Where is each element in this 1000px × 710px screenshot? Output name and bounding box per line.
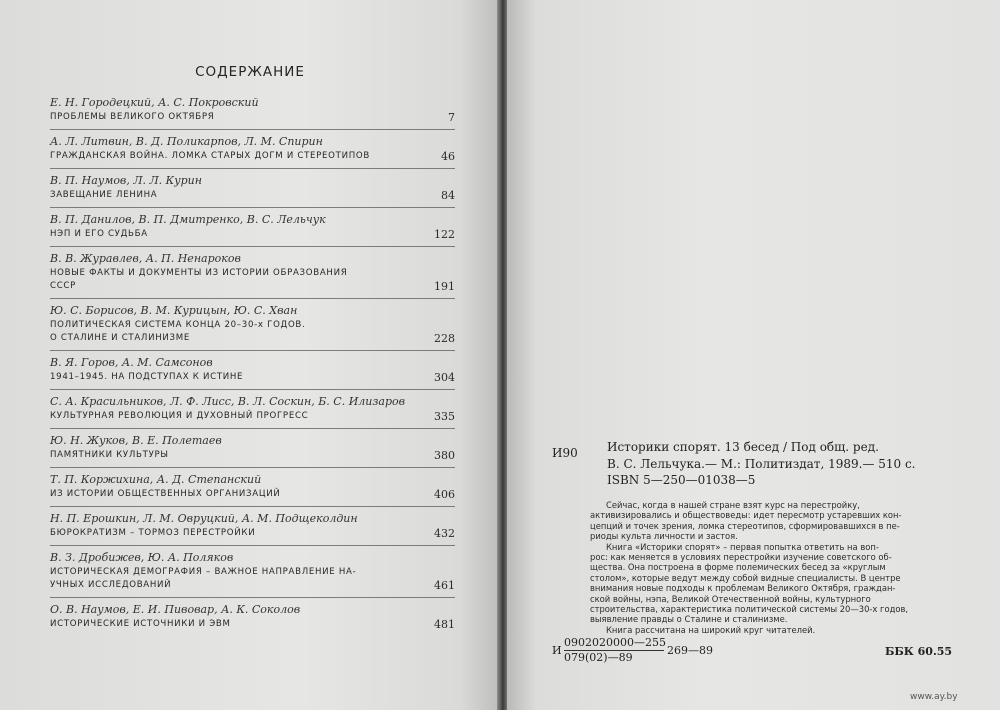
toc-divider [50,506,455,507]
index-prefix: И [552,644,562,657]
toc-entry-title-line: УЧНЫХ ИССЛЕДОВАНИЙ [50,580,172,590]
toc-entry-title [50,449,455,462]
toc-entry [50,95,455,130]
toc-entry [50,550,455,598]
toc-entry [50,472,455,507]
toc-entry-authors: С. А. Красильников, Л. Ф. Лисс, В. Л. Соскин, Б. С. Илизаров [50,395,406,408]
toc-entry-title-line: 1941–1945. НА ПОДСТУПАХ К ИСТИНЕ [50,372,244,382]
toc-entry [50,433,455,468]
catalog-line: ISBN 5—250—01038—5 [607,473,756,487]
annotation-line: цепций и точек зрения, ломка стереотипов, сформировавшихся в пе- [590,520,900,531]
toc-divider [50,129,455,130]
toc-divider [50,207,455,208]
annotation-line: Сейчас, когда в нашей стране взят курс на перестройку, [590,500,860,510]
toc-entry-title-line: ПАМЯТНИКИ КУЛЬТУРЫ [50,450,169,460]
annotation-line: столом», которые ведут между собой видные специалисты. В центре [590,572,901,583]
annotation-line: выявление правды о Сталине и сталинизме. [590,614,788,625]
toc-entry-page-number: 380 [434,449,455,462]
watermark: www.ay.by [910,692,958,702]
toc-entry-authors: В. П. Данилов, В. П. Дмитренко, В. С. Лельчук [50,213,326,226]
annotation-line: Книга «Историки спорят» – первая попытка ответить на воп- [590,541,879,552]
toc-entry-title-line: ЗАВЕЩАНИЕ ЛЕНИНА [50,190,158,200]
toc-entry [50,212,455,247]
annotation-line: щества. Она построена в форме полемических бесед за «круглым [590,562,886,573]
toc-entry-title-line: ПОЛИТИЧЕСКАЯ СИСТЕМА КОНЦА 20–30-х ГОДОВ. [50,320,306,330]
index-numerator: 0902020000—255 [564,636,666,649]
toc-entry-title-line: ИЗ ИСТОРИИ ОБЩЕСТВЕННЫХ ОРГАНИЗАЦИЙ [50,489,281,499]
toc-entry-title [50,189,455,202]
toc-entry-title [50,371,455,384]
toc-entry-page-number: 304 [434,371,455,384]
toc-entry-authors: Ю. С. Борисов, В. М. Курицын, Ю. С. Хван [50,304,298,317]
annotation-line: ской войны, нэпа, Великой Отечественной войны, культурного [590,593,871,604]
toc-entry-title [50,267,455,293]
toc-entry-authors: Е. Н. Городецкий, А. С. Покровский [50,96,259,109]
annotation-line: рос: как меняется в условиях перестройки изучение советского об- [590,552,892,563]
annotation-line: внимания новые подходы к проблемам Великого Октября, граждан- [590,583,896,594]
table-of-contents [50,95,455,631]
toc-entry [50,511,455,546]
annotation-line: риоды культа личности и застоя. [590,531,738,542]
toc-entry-title-line: О СТАЛИНЕ И СТАЛИНИЗМЕ [50,333,190,343]
toc-entry-title [50,566,455,592]
toc-entry [50,251,455,299]
toc-entry-page-number: 7 [448,111,455,124]
toc-entry-page-number: 481 [434,618,455,631]
index-tail: 269—89 [667,644,713,657]
toc-entry-title [50,319,455,345]
toc-divider [50,467,455,468]
toc-entry-title-line: КУЛЬТУРНАЯ РЕВОЛЮЦИЯ И ДУХОВНЫЙ ПРОГРЕСС [50,411,309,421]
toc-entry-authors: В. В. Журавлев, А. П. Ненароков [50,252,241,265]
toc-entry-authors: Т. П. Коржихина, А. Д. Степанский [50,473,262,486]
toc-divider [50,298,455,299]
toc-entry-title-line: ИСТОРИЧЕСКАЯ ДЕМОГРАФИЯ – ВАЖНОЕ НАПРАВЛЕНИЕ НА- [50,567,357,577]
annotation-text [590,500,960,635]
toc-entry-page-number: 122 [434,228,455,241]
annotation-line: Книга рассчитана на широкий круг читателей. [590,624,816,635]
toc-entry-authors: Ю. Н. Жуков, В. Е. Полетаев [50,434,222,447]
toc-entry [50,602,455,631]
toc-entry-page-number: 46 [441,150,455,163]
toc-entry-authors: В. Я. Горов, А. М. Самсонов [50,356,213,369]
toc-entry-page-number: 432 [434,527,455,540]
annotation-line: строительства, характеристика политической системы 20—30-х годов, [590,604,909,615]
toc-entry [50,355,455,390]
catalog-line: В. С. Лельчука.— М.: Политиздат, 1989.— 510 с. [607,456,916,471]
toc-divider [50,350,455,351]
catalog-code: И90 [552,446,578,460]
toc-divider [50,428,455,429]
toc-entry-page-number: 84 [441,189,455,202]
toc-entry-title-line: СССР [50,281,76,291]
catalog-entry [607,439,957,489]
toc-entry-page-number: 461 [434,579,455,592]
toc-entry-authors: В. З. Дробижев, Ю. А. Поляков [50,551,234,564]
toc-divider [50,545,455,546]
toc-entry-title [50,527,455,540]
annotation-line: активизировались и обществоведы: идет пересмотр устаревших кон- [590,510,902,521]
toc-entry-page-number: 191 [434,280,455,293]
toc-entry-title [50,410,455,423]
toc-entry-title-line: НОВЫЕ ФАКТЫ И ДОКУМЕНТЫ ИЗ ИСТОРИИ ОБРАЗОВАНИЯ [50,268,348,278]
toc-entry-authors: В. П. Наумов, Л. Л. Курин [50,174,202,187]
toc-entry-title [50,228,455,241]
toc-entry-authors: Н. П. Ерошкин, Л. М. Овруцкий, А. М. Подщеколдин [50,512,358,525]
toc-entry-title-line: БЮРОКРАТИЗМ – ТОРМОЗ ПЕРЕСТРОЙКИ [50,528,256,538]
toc-entry [50,394,455,429]
toc-divider [50,168,455,169]
toc-entry-title [50,488,455,501]
toc-entry-title [50,618,455,631]
toc-entry-page-number: 335 [434,410,455,423]
toc-entry-title-line: ГРАЖДАНСКАЯ ВОЙНА. ЛОМКА СТАРЫХ ДОГМ И СТЕРЕОТИПОВ [50,151,370,161]
catalog-line: Историки спорят. 13 бесед / Под общ. ред. [607,440,879,454]
toc-entry-authors: О. В. Наумов, Е. И. Пивовар, А. К. Соколов [50,603,301,616]
toc-entry-title-line: НЭП И ЕГО СУДЬБА [50,229,148,239]
toc-divider [50,246,455,247]
toc-divider [50,597,455,598]
toc-entry-page-number: 228 [434,332,455,345]
toc-entry-title-line: ИСТОРИЧЕСКИЕ ИСТОЧНИКИ И ЭВМ [50,619,231,629]
toc-entry-title-line: ПРОБЛЕМЫ ВЕЛИКОГО ОКТЯБРЯ [50,112,215,122]
toc-entry [50,134,455,169]
toc-entry-title [50,150,455,163]
toc-entry-page-number: 406 [434,488,455,501]
toc-entry-title [50,111,455,124]
bbk-code: ББК 60.55 [885,645,953,658]
toc-entry [50,173,455,208]
index-denominator: 079(02)—89 [564,651,633,664]
toc-entry [50,303,455,351]
toc-divider [50,389,455,390]
toc-title: СОДЕРЖАНИЕ [195,64,305,80]
toc-entry-authors: А. Л. Литвин, В. Д. Поликарпов, Л. М. Спирин [50,135,323,148]
